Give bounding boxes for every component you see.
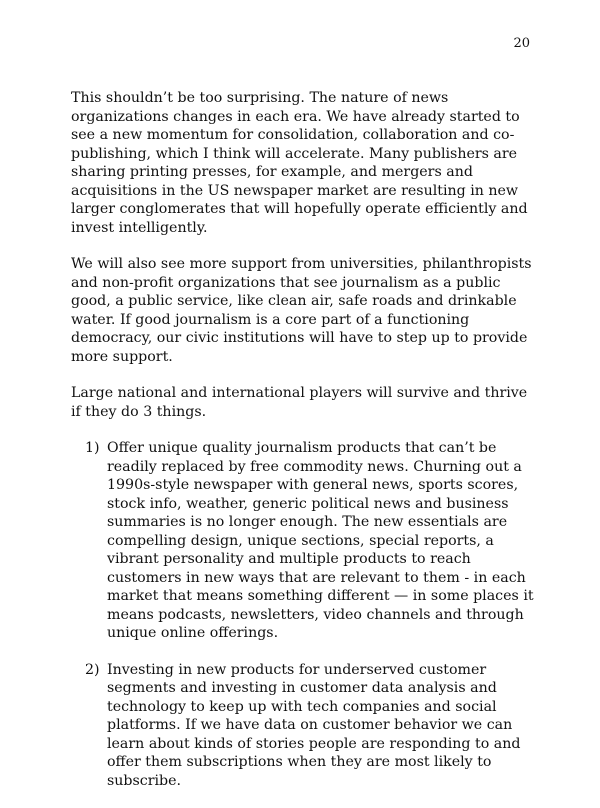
paragraph-civic-support: We will also see more support from universities, philanthropists and non-profit organizations that see journalism as a public good, a public service, like clean air, safe roads and drinkable water. If good journalism is a core part of a functioning democracy, our civic institutions will have to step up to provide more support. bbox=[71, 256, 532, 365]
list-item-customer-data bbox=[71, 661, 536, 791]
list-item-unique-products bbox=[71, 439, 536, 643]
page-body bbox=[71, 89, 536, 808]
page-number: 20 bbox=[513, 36, 530, 51]
paragraph-consolidation: This shouldn’t be too surprising. The nature of news organizations changes in each era. We have already started to see a new momentum for consolidation, collaboration and co-publishing, which I think will accelerate. Many publishers are sharing printing presses, for example, and mergers and acquisitions in the US newspaper market are resulting in new larger conglomerates that will hopefully operate efficiently and invest intelligently. bbox=[71, 90, 528, 236]
list-item-text: Investing in new products for underserved customer segments and investing in customer data analysis and technology to keep up with tech companies and social platforms. If we have data on customer behavior we can learn about kinds of stories people are responding to and offer them subscriptions when they are most likely to subscribe. bbox=[107, 661, 521, 789]
numbered-list bbox=[71, 439, 536, 790]
list-marker: 1) bbox=[85, 440, 100, 456]
list-marker: 2) bbox=[85, 661, 100, 678]
paragraph-three-things: Large national and international players will survive and thrive if they do 3 things. bbox=[71, 385, 528, 420]
list-item-text: Offer unique quality journalism products that can’t be readily replaced by free commodity news. Churning out a 1990s-style newspaper with general news, sports scores, stock info, weather, generic political news and business summaries is no longer enough. The new essentials are compelling design, unique sections, special reports, a vibrant personality and multiple products to reach customers in new ways that are relevant to them - in each market that means something different — in some places it means podcasts, newsletters, video channels and through unique online offerings. bbox=[107, 440, 534, 641]
